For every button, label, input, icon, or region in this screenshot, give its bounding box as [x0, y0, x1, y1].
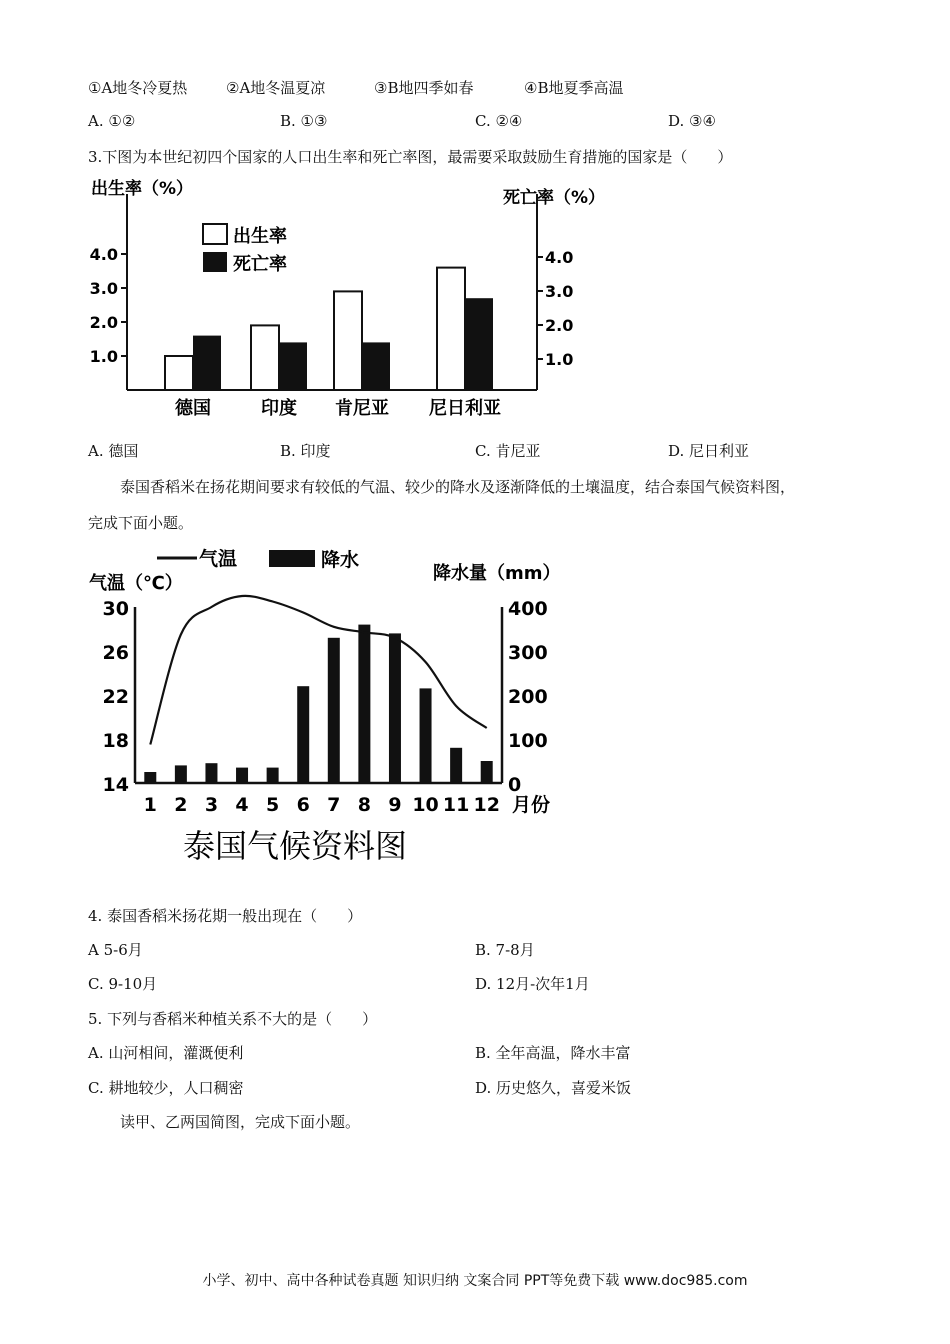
- left-tick-label: 3.0: [89, 279, 118, 298]
- intro-paragraph-line1: 泰国香稻米在扬花期间要求有较低的气温、较少的降水及逐渐降低的土壤温度，结合泰国气候资料图，: [120, 478, 796, 496]
- bar-death-rate: [465, 298, 493, 390]
- bar-death-rate: [279, 342, 307, 390]
- x-unit-label: 月份: [512, 794, 551, 816]
- left-tick-label: 1.0: [89, 347, 118, 366]
- q5-option-a[interactable]: A. 山河相间，灌溉便利: [88, 1044, 244, 1062]
- legend-label-precip: 降水: [321, 549, 360, 571]
- left-tick-label: 4.0: [89, 245, 118, 264]
- q3-option-c[interactable]: C. 肯尼亚: [475, 442, 541, 460]
- q2-statement-4: ④B地夏季高温: [524, 79, 624, 97]
- q4-option-b[interactable]: B. 7-8月: [475, 941, 535, 959]
- month-label: 1: [143, 794, 157, 816]
- precip-bar: [267, 768, 279, 783]
- bar-birth-rate: [251, 325, 279, 390]
- population-rate-chart: [85, 172, 645, 428]
- temperature-line: [150, 596, 486, 745]
- right-axis-label: 降水量（mm）: [433, 563, 561, 584]
- intro-paragraph-line2: 完成下面小题。: [88, 514, 194, 532]
- left-tick-label: 2.0: [89, 313, 118, 332]
- q2-statement-3: ③B地四季如春: [374, 79, 474, 97]
- month-label: 10: [412, 794, 439, 816]
- q4-stem: 4. 泰国香稻米扬花期一般出现在（ ）: [88, 907, 363, 925]
- month-label: 4: [235, 794, 249, 816]
- q2-option-a[interactable]: A. ①②: [88, 112, 136, 130]
- legend-swatch-precip: [269, 550, 315, 567]
- chart-title: 泰国气候资料图: [182, 827, 408, 865]
- q2-statement-2: ②A地冬温夏凉: [226, 79, 326, 97]
- intro2-text: 读甲、乙两国简图，完成下面小题。: [120, 1113, 361, 1131]
- precip-bar: [144, 772, 156, 783]
- month-label: 9: [388, 794, 402, 816]
- page-footer[interactable]: 小学、初中、高中各种试卷真题 知识归纳 文案合同 PPT等免费下载 www.doc985.com: [202, 1273, 748, 1289]
- legend-swatch-death: [203, 252, 227, 272]
- right-tick-label: 1.0: [545, 350, 574, 369]
- legend-label-birth: 出生率: [233, 226, 287, 247]
- q5-option-b[interactable]: B. 全年高温，降水丰富: [475, 1044, 631, 1062]
- precip-bar: [297, 686, 309, 783]
- month-label: 2: [174, 794, 188, 816]
- month-label: 3: [204, 794, 219, 816]
- month-label: 8: [357, 794, 371, 816]
- q5-stem: 5. 下列与香稻米种植关系不大的是（ ）: [88, 1010, 378, 1028]
- precip-tick-label: 300: [508, 642, 548, 664]
- month-label: 11: [442, 794, 470, 816]
- right-tick-label: 2.0: [545, 316, 574, 335]
- q4-option-d[interactable]: D. 12月-次年1月: [475, 975, 590, 993]
- category-label: 肯尼亚: [335, 398, 389, 419]
- temp-tick-label: 22: [102, 686, 129, 708]
- precip-bar: [328, 638, 340, 783]
- precip-tick-label: 200: [508, 686, 548, 708]
- precip-bar: [205, 763, 217, 783]
- q3-option-a[interactable]: A. 德国: [88, 442, 139, 460]
- temp-tick-label: 18: [102, 730, 129, 752]
- q2-statement-1: ①A地冬冷夏热: [88, 79, 188, 97]
- precip-bar: [236, 768, 248, 783]
- month-label: 6: [296, 794, 310, 816]
- q5-option-c[interactable]: C. 耕地较少，人口稠密: [88, 1079, 244, 1097]
- precip-bar: [358, 625, 370, 783]
- q3-stem: 3.下图为本世纪初四个国家的人口出生率和死亡率图，最需要采取鼓励生育措施的国家是（ ）: [88, 148, 733, 166]
- q3-option-d[interactable]: D. 尼日利亚: [668, 442, 750, 460]
- category-label: 印度: [261, 398, 297, 419]
- bar-birth-rate: [437, 268, 465, 390]
- legend-swatch-birth: [203, 224, 227, 244]
- category-label: 尼日利亚: [429, 398, 501, 419]
- precip-bar: [420, 688, 432, 783]
- precip-tick-label: 100: [508, 730, 548, 752]
- bar-death-rate: [193, 336, 221, 390]
- right-tick-label: 3.0: [545, 282, 574, 301]
- month-label: 7: [327, 794, 341, 816]
- month-label: 5: [266, 794, 280, 816]
- thailand-climate-chart: [85, 545, 565, 870]
- right-tick-label: 4.0: [545, 248, 574, 267]
- q5-option-d[interactable]: D. 历史悠久，喜爱米饭: [475, 1079, 632, 1097]
- precip-tick-label: 0: [508, 774, 522, 796]
- bar-death-rate: [362, 342, 390, 390]
- precip-bar: [481, 761, 493, 783]
- precip-bar: [389, 633, 401, 783]
- precip-bar: [175, 765, 187, 783]
- left-axis-label: 气温（℃）: [89, 573, 183, 594]
- temp-tick-label: 14: [102, 774, 129, 796]
- category-label: 德国: [175, 398, 211, 419]
- temp-tick-label: 26: [102, 642, 129, 664]
- q2-option-d[interactable]: D. ③④: [668, 112, 716, 130]
- precip-tick-label: 400: [508, 598, 548, 620]
- bar-birth-rate: [334, 291, 362, 390]
- q2-option-c[interactable]: C. ②④: [475, 112, 523, 130]
- month-label: 12: [473, 794, 500, 816]
- q2-option-b[interactable]: B. ①③: [280, 112, 328, 130]
- legend-label-death: 死亡率: [233, 254, 287, 275]
- legend-label-temperature: 气温: [199, 548, 238, 570]
- q4-option-c[interactable]: C. 9-10月: [88, 975, 158, 993]
- left-axis-label: 出生率（%）: [91, 179, 194, 199]
- temp-tick-label: 30: [102, 598, 129, 620]
- right-axis-label: 死亡率（%）: [503, 188, 606, 208]
- q4-option-a[interactable]: A 5-6月: [88, 941, 143, 959]
- q3-option-b[interactable]: B. 印度: [280, 442, 331, 460]
- bar-birth-rate: [165, 356, 193, 390]
- precip-bar: [450, 748, 462, 783]
